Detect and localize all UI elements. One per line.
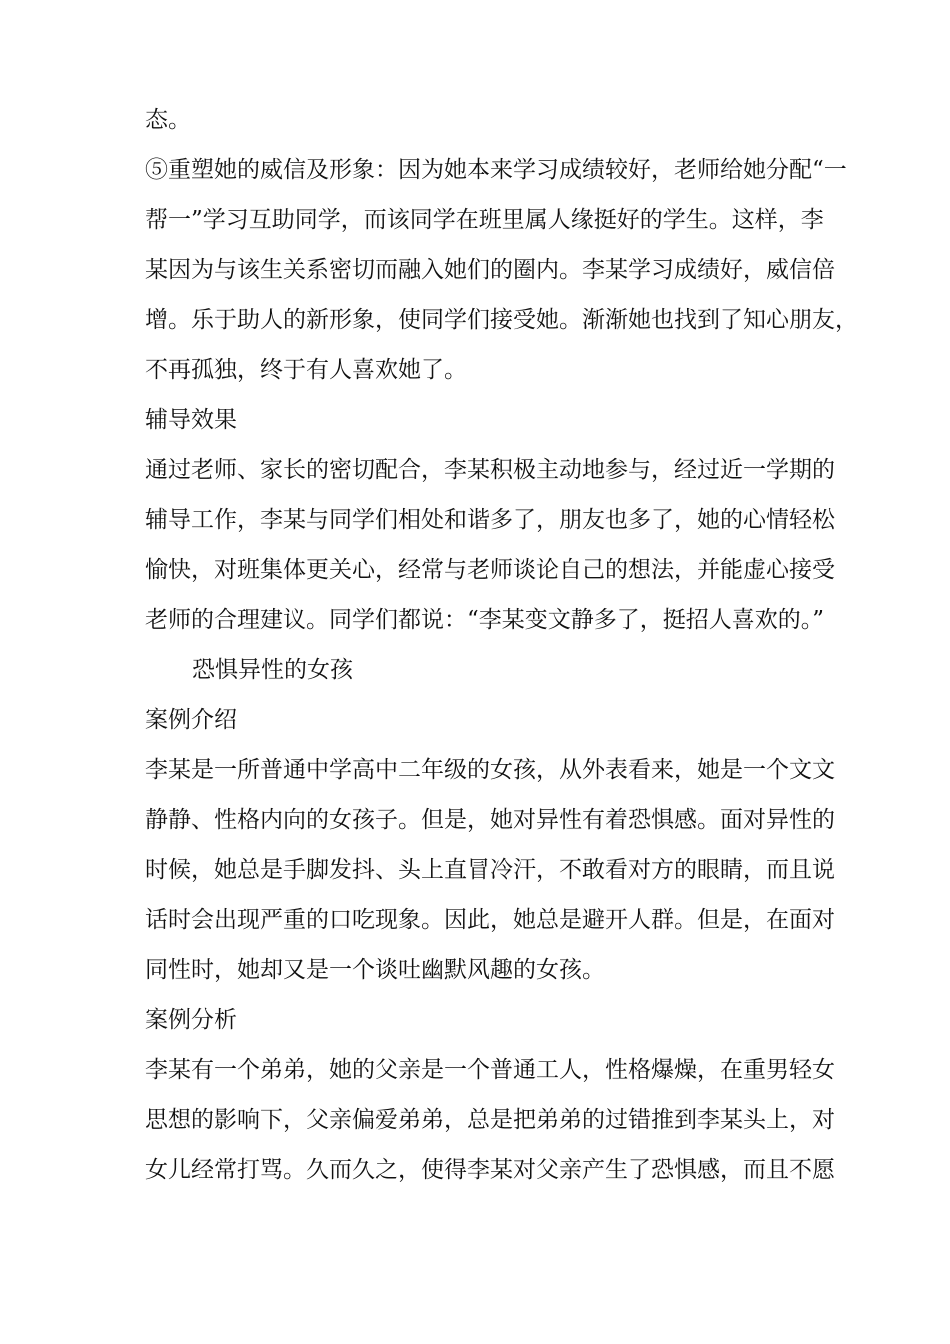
paragraph-line: 思想的影响下，父亲偏爱弟弟，总是把弟弟的过错推到李某头上，对 <box>145 1107 835 1133</box>
case-title: 恐惧异性的女孩 <box>192 657 353 683</box>
paragraph-line: 话时会出现严重的口吃现象。因此，她总是避开人群。但是，在面对 <box>145 907 835 933</box>
paragraph-line: 态。 <box>145 107 191 133</box>
paragraph-line: 帮一”学习互助同学，而该同学在班里属人缘挺好的学生。这样，李 <box>145 207 824 233</box>
section-heading: 辅导效果 <box>145 407 237 433</box>
paragraph-line: 辅导工作，李某与同学们相处和谐多了，朋友也多了，她的心情轻松 <box>145 507 835 533</box>
section-heading: 案例介绍 <box>145 707 237 733</box>
paragraph-line: 老师的合理建议。同学们都说：“李某变文静多了，挺招人喜欢的。” <box>145 607 825 633</box>
paragraph-line: 李某有一个弟弟，她的父亲是一个普通工人，性格爆燥，在重男轻女 <box>145 1057 835 1083</box>
paragraph-line: 不再孤独，终于有人喜欢她了。 <box>145 357 467 383</box>
paragraph-line: 某因为与该生关系密切而融入她们的圈内。李某学习成绩好，威信倍 <box>145 257 835 283</box>
paragraph-line: ⑤重塑她的威信及形象：因为她本来学习成绩较好，老师给她分配“一 <box>145 157 847 183</box>
paragraph-line: 女儿经常打骂。久而久之，使得李某对父亲产生了恐惧感，而且不愿 <box>145 1157 835 1183</box>
paragraph-line: 同性时，她却又是一个谈吐幽默风趣的女孩。 <box>145 957 605 983</box>
paragraph-line: 静静、性格内向的女孩子。但是，她对异性有着恐惧感。面对异性的 <box>145 807 835 833</box>
section-heading: 案例分析 <box>145 1007 237 1033</box>
paragraph-line: 愉快，对班集体更关心，经常与老师谈论自己的想法，并能虚心接受 <box>145 557 835 583</box>
paragraph-line: 时候，她总是手脚发抖、头上直冒冷汗，不敢看对方的眼睛，而且说 <box>145 857 835 883</box>
paragraph-line: 李某是一所普通中学高中二年级的女孩，从外表看来，她是一个文文 <box>145 757 835 783</box>
paragraph-line: 通过老师、家长的密切配合，李某积极主动地参与，经过近一学期的 <box>145 457 835 483</box>
paragraph-line: 增。乐于助人的新形象，使同学们接受她。渐渐她也找到了知心朋友， <box>145 307 858 333</box>
